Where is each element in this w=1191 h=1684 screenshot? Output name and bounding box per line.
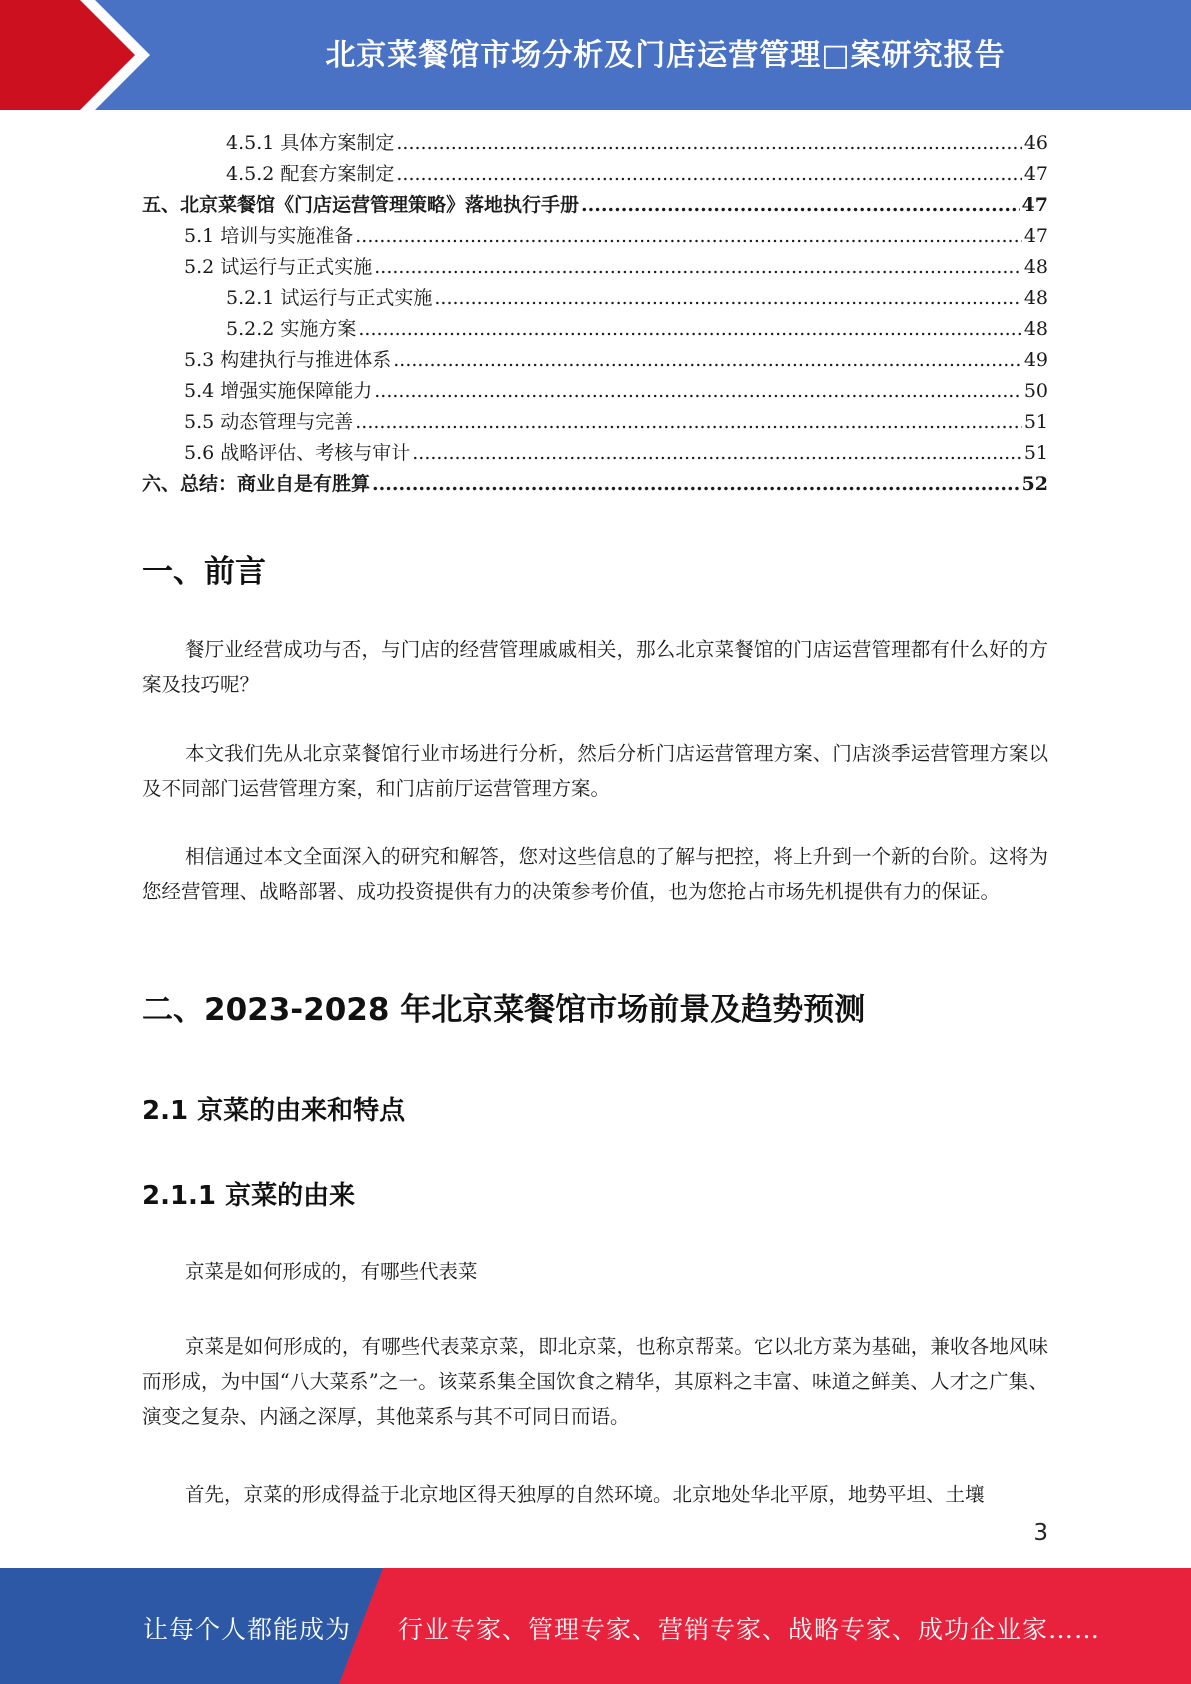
toc-entry[interactable] bbox=[142, 407, 1048, 438]
toc-leader-dots bbox=[412, 438, 1022, 469]
toc-entry-page: 49 bbox=[1023, 349, 1048, 371]
toc-entry-page: 48 bbox=[1023, 287, 1048, 309]
toc-entry-label: 5.1 培训与实施准备 bbox=[184, 225, 354, 247]
toc-entry-page: 48 bbox=[1023, 256, 1048, 278]
toc-entry-label: 4.5.1 具体方案制定 bbox=[226, 132, 395, 154]
toc-entry-page: 47 bbox=[1021, 194, 1048, 216]
toc-entry-label: 5.4 增强实施保障能力 bbox=[184, 380, 373, 402]
toc-leader-dots bbox=[581, 190, 1020, 221]
toc-entry-label: 5.2.1 试运行与正式实施 bbox=[226, 287, 433, 309]
toc-entry[interactable] bbox=[142, 314, 1048, 345]
toc-entry[interactable] bbox=[142, 283, 1048, 314]
toc-entry[interactable] bbox=[142, 190, 1048, 221]
toc-leader-dots bbox=[434, 283, 1021, 314]
section-2-1-heading: 2.1 京菜的由来和特点 bbox=[142, 1096, 406, 1126]
section-2-1-1-paragraph-3: 首先，京菜的形成得益于北京地区得天独厚的自然环境。北京地处华北平原，地势平坦、土壤 bbox=[185, 1483, 985, 1506]
page-footer bbox=[0, 1568, 1191, 1684]
toc-leader-dots bbox=[396, 159, 1021, 190]
footer-slogan-left: 让每个人都能成为 bbox=[143, 1615, 352, 1644]
toc-entry[interactable] bbox=[142, 252, 1048, 283]
toc-entry-label: 五、北京菜餐馆《门店运营管理策略》落地执行手册 bbox=[142, 194, 580, 216]
toc-entry[interactable] bbox=[142, 438, 1048, 469]
toc-entry[interactable] bbox=[142, 221, 1048, 252]
section-2-1-1-paragraph-2: 京菜是如何形成的，有哪些代表菜京菜，即北京菜，也称京帮菜。它以北方菜为基础，兼收各地风味而形成，为中国“八大菜系”之一。该菜系集全国饮食之精华，其原料之丰富、味道之鲜美、人才之广集、演变之复杂、内涵之深厚，其他菜系与其不可同日而语。 bbox=[142, 1335, 1048, 1428]
toc-leader-dots bbox=[374, 376, 1022, 407]
toc-entry-label: 5.2 试运行与正式实施 bbox=[184, 256, 373, 278]
toc-entry-page: 47 bbox=[1023, 225, 1048, 247]
toc-entry-label: 5.2.2 实施方案 bbox=[226, 318, 357, 340]
toc-entry-page: 51 bbox=[1023, 442, 1048, 464]
report-title: 北京菜餐馆市场分析及门店运营管理□案研究报告 bbox=[325, 38, 1006, 73]
toc-entry-label: 六、总结：商业自是有胜算 bbox=[142, 473, 371, 495]
preface-heading: 一、前言 bbox=[142, 554, 266, 590]
toc-entry[interactable] bbox=[142, 345, 1048, 376]
toc-leader-dots bbox=[358, 314, 1021, 345]
page-header bbox=[0, 0, 1191, 110]
toc-entry[interactable] bbox=[142, 159, 1048, 190]
toc-entry[interactable] bbox=[142, 376, 1048, 407]
toc-entry-label: 5.3 构建执行与推进体系 bbox=[184, 349, 392, 371]
header-red-chevron bbox=[0, 0, 150, 110]
toc-entry-label: 5.6 战略评估、考核与审计 bbox=[184, 442, 411, 464]
preface-paragraph-1: 餐厅业经营成功与否，与门店的经营管理戚戚相关，那么北京菜餐馆的门店运营管理都有什么好的方案及技巧呢？ bbox=[142, 638, 1048, 696]
page-number: 3 bbox=[1033, 1520, 1048, 1546]
toc-entry[interactable] bbox=[142, 469, 1048, 500]
toc-leader-dots bbox=[355, 407, 1022, 438]
toc-leader-dots bbox=[355, 221, 1022, 252]
chapter-2-heading: 二、2023-2028 年北京菜餐馆市场前景及趋势预测 bbox=[142, 992, 866, 1028]
table-of-contents bbox=[142, 128, 1048, 500]
preface-paragraph-2: 本文我们先从北京菜餐馆行业市场进行分析，然后分析门店运营管理方案、门店淡季运营管理方案以及不同部门运营管理方案，和门店前厅运营管理方案。 bbox=[142, 742, 1048, 800]
toc-leader-dots bbox=[396, 128, 1021, 159]
toc-leader-dots bbox=[372, 469, 1020, 500]
toc-entry-page: 48 bbox=[1023, 318, 1048, 340]
toc-entry-label: 5.5 动态管理与完善 bbox=[184, 411, 354, 433]
toc-entry-page: 47 bbox=[1023, 163, 1048, 185]
toc-entry-page: 46 bbox=[1023, 132, 1048, 154]
toc-leader-dots bbox=[393, 345, 1022, 376]
toc-entry[interactable] bbox=[142, 128, 1048, 159]
section-2-1-1-heading: 2.1.1 京菜的由来 bbox=[142, 1181, 356, 1211]
toc-entry-label: 4.5.2 配套方案制定 bbox=[226, 163, 395, 185]
footer-slogan-right: 行业专家、管理专家、营销专家、战略专家、成功企业家…… bbox=[398, 1615, 1101, 1644]
toc-leader-dots bbox=[374, 252, 1022, 283]
toc-entry-page: 51 bbox=[1023, 411, 1048, 433]
section-2-1-1-paragraph-1: 京菜是如何形成的，有哪些代表菜 bbox=[185, 1260, 478, 1283]
toc-entry-page: 50 bbox=[1023, 380, 1048, 402]
preface-paragraph-3: 相信通过本文全面深入的研究和解答，您对这些信息的了解与把控，将上升到一个新的台阶。这将为您经营管理、战略部署、成功投资提供有力的决策参考价值，也为您抢占市场先机提供有力的保证。 bbox=[142, 845, 1048, 903]
toc-entry-page: 52 bbox=[1021, 473, 1048, 495]
